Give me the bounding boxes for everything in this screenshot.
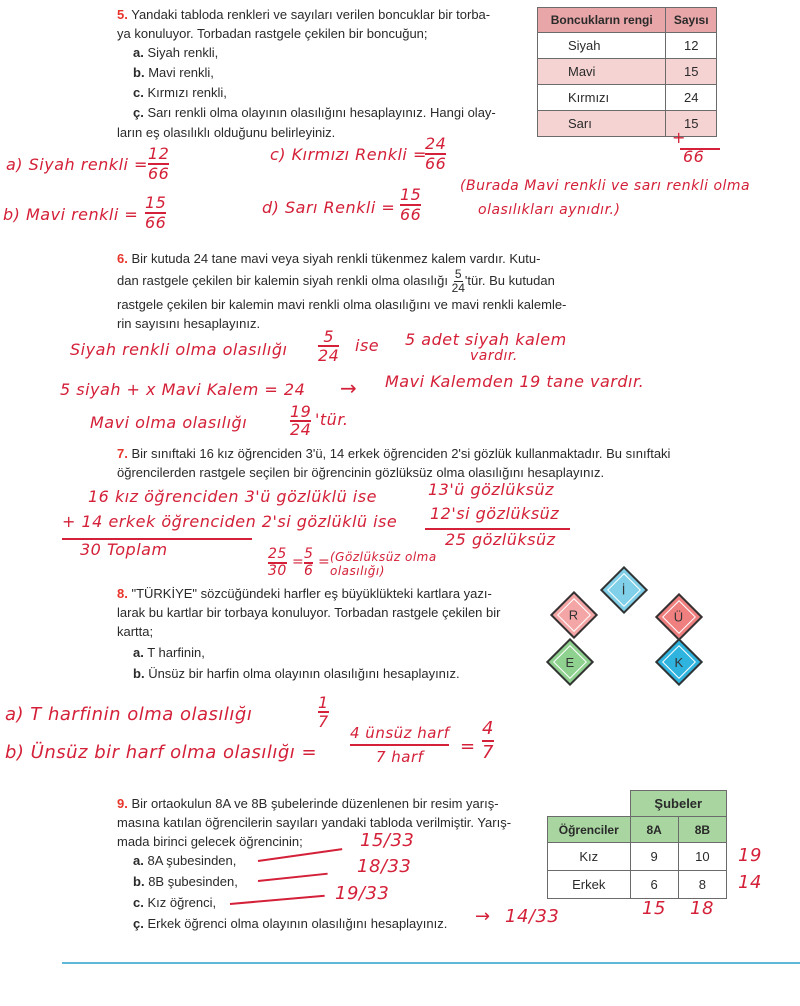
hw-q7-line1b: 13'ü gözlüksüz	[428, 480, 555, 499]
hw-q5-note: (Burada Mavi renkli ve sarı renkli olma	[460, 178, 751, 194]
hw-q5a: a) Siyah renkli =	[6, 155, 148, 174]
hw-q7-eq2: =	[318, 554, 331, 570]
table-cell: 15	[666, 59, 717, 85]
hw-q7-frac2: 5 6	[304, 546, 314, 579]
hw-q5c: c) Kırmızı Renkli =	[270, 145, 427, 164]
question-6	[117, 249, 597, 333]
question-text: mada birinci gelecek öğrencinin;	[117, 834, 303, 849]
q9-item-cc: ç. Erkek öğrenci olma olayının olasılığını hesaplayınız.	[133, 916, 448, 931]
q9-item-b: b. 8B şubesinden,	[133, 874, 238, 889]
hw-q5a-frac: 12 66	[148, 144, 170, 183]
hw-q6-var: vardır.	[470, 348, 518, 364]
hw-q7-eq: =	[292, 554, 305, 570]
q8-item-a: a. T harfinin,	[133, 645, 205, 660]
question-text: Bir kutuda 24 tane mavi veya siyah renkli tükenmez kalem vardır. Kutu-	[131, 251, 541, 266]
question-number: 6.	[117, 251, 128, 266]
hw-q9d-arrow: →	[475, 906, 491, 927]
table-cell: 9	[630, 843, 678, 871]
hw-q8b-eq: =	[460, 736, 476, 757]
hw-q5d-frac: 15 66	[400, 185, 422, 224]
table-header: Şubeler	[630, 791, 727, 817]
hw-q5-note: olasılıkları aynıdır.)	[478, 202, 621, 218]
question-number: 9.	[117, 796, 128, 811]
hw-q5d: d) Sarı Renkli =	[262, 198, 396, 217]
hw-col-total: 15	[642, 898, 666, 919]
bead-table	[537, 7, 717, 137]
hw-q5b: b) Mavi renkli =	[3, 205, 139, 224]
question-text: larak bu kartlar bir torbaya konuluyor. Torbadan rastgele çekilen bir	[117, 605, 501, 620]
hw-q5c-frac: 24 66	[425, 134, 447, 173]
table-header: Boncukların rengi	[538, 8, 666, 33]
hw-q6-result: Mavi Kalemden 19 tane vardır.	[385, 372, 645, 391]
class-table	[547, 790, 727, 899]
question-text: kartta;	[117, 624, 154, 639]
q5-item-cc: ç. Sarı renkli olma olayının olasılığını hesaplayınız. Hangi olay-	[133, 105, 496, 120]
question-number: 8.	[117, 586, 128, 601]
hw-q9c: 19/33	[335, 883, 390, 904]
question-text: Yandaki tabloda renkleri ve sayıları verilen boncuklar bir torba-	[131, 7, 491, 22]
letter-card-i: İ	[600, 566, 648, 614]
table-cell: 24	[666, 85, 717, 111]
hw-row-total: 14	[738, 872, 762, 893]
question-text: ya konuluyor. Torbadan rastgele çekilen bir boncuğun;	[117, 26, 428, 41]
hw-q7-line2: + 14 erkek öğrenciden 2'si gözlüklü ise	[62, 512, 398, 531]
table-cell: 10	[678, 843, 726, 871]
hw-q5b-frac: 15 66	[145, 193, 167, 232]
page-divider	[62, 962, 800, 964]
question-text: masına katılan öğrencilerin sayıları yandaki tabloda verilmiştir. Yarış-	[117, 815, 512, 830]
question-9	[117, 794, 547, 851]
letter-card-u: Ü	[655, 593, 703, 641]
hw-q6-line3: Mavi olma olasılığı	[90, 413, 248, 432]
letter-card-k: K	[655, 638, 703, 686]
question-8	[117, 584, 537, 641]
hw-col-total: 18	[690, 898, 714, 919]
hw-q6-line1: Siyah renkli olma olasılığı	[70, 340, 288, 359]
q9-item-c: c. Kız öğrenci,	[133, 895, 217, 910]
hw-q6-count: 5 adet siyah kalem	[405, 330, 567, 349]
hw-arrow-line	[258, 873, 328, 882]
q5-item-c: c. Kırmızı renkli,	[133, 85, 227, 100]
hw-q6-line2: 5 siyah + x Mavi Kalem = 24	[60, 380, 306, 399]
question-text: Bir sınıftaki 16 kız öğrenciden 3'ü, 14 erkek öğrenciden 2'si gözlük kullanmaktadır. Bu sınıftaki	[131, 446, 671, 461]
hw-q6-ise: ise	[355, 336, 380, 355]
hw-q9b: 18/33	[357, 856, 412, 877]
table-cell: Mavi	[538, 59, 666, 85]
hw-q8a-frac: 1 7	[318, 693, 329, 731]
hw-q7-note: (Gözlüksüz olma olasılığı)	[330, 550, 437, 578]
question-number: 5.	[117, 7, 128, 22]
q5-text-end: ların eş olasılıklı olduğunu belirleyiniz.	[117, 125, 336, 140]
question-5	[117, 5, 527, 43]
table-header: Öğrenciler	[548, 817, 631, 843]
question-text: öğrencilerden rastgele seçilen bir öğrencinin gözlüksüz olma olasılığını hesaplayınız.	[117, 465, 605, 480]
question-text: rin sayısını hesaplayınız.	[117, 316, 261, 331]
hw-q6-frac3: 19 24	[290, 402, 312, 439]
hw-plus: +	[672, 128, 686, 147]
hw-q6-tur: 'tür.	[315, 410, 349, 429]
hw-q7-total: 30 Toplam	[80, 540, 168, 559]
table-cell: 12	[666, 33, 717, 59]
table-cell: 8	[678, 871, 726, 899]
letter-card-e: E	[546, 638, 594, 686]
hw-q8b: b) Ünsüz bir harf olma olasılığı =	[5, 742, 318, 763]
table-cell: Sarı	[538, 111, 666, 137]
question-text: "TÜRKİYE" sözcüğündeki harfler eş büyüklükteki kartlara yazı-	[131, 586, 492, 601]
table-header: Sayısı	[666, 8, 717, 33]
question-text: 'tür. Bu kutudan	[464, 272, 555, 288]
hw-q8b-frac2: 4 7	[482, 718, 494, 763]
table-cell: Siyah	[538, 33, 666, 59]
hw-sum: 66	[683, 147, 705, 166]
hw-q6-arrow: →	[340, 376, 358, 400]
table-header: 8A	[630, 817, 678, 843]
table-header: 8B	[678, 817, 726, 843]
q5-item-a: a. Siyah renkli,	[133, 45, 219, 60]
hw-q7-line1: 16 kız öğrenciden 3'ü gözlüklü ise	[88, 487, 377, 506]
hw-q8a: a) T harfinin olma olasılığı	[5, 704, 253, 725]
letter-card-r: R	[550, 591, 598, 639]
question-text: dan rastgele çekilen bir kalemin siyah renkli olma olasılığı	[117, 272, 448, 288]
q9-item-a: a. 8A şubesinden,	[133, 853, 237, 868]
hw-q8b-frac: 4 ünsüz harf 7 harf	[350, 724, 450, 766]
hw-row-total: 19	[738, 845, 762, 866]
question-number: 7.	[117, 446, 128, 461]
hw-arrow-line	[230, 895, 325, 905]
q8-item-b: b. Ünsüz bir harfin olma olayının olasılığını hesaplayınız.	[133, 666, 460, 681]
table-cell: 15	[666, 111, 717, 137]
hw-q7-frac: 25 30	[268, 546, 287, 579]
fraction: $\frac{5}{24}$	[451, 267, 465, 295]
table-cell: Kız	[548, 843, 631, 871]
table-cell: Erkek	[548, 871, 631, 899]
table-cell: 6	[630, 871, 678, 899]
question-text: Bir ortaokulun 8A ve 8B şubelerinde düzenlenen bir resim yarış-	[131, 796, 499, 811]
hw-q7-total2: 25 gözlüksüz	[445, 530, 556, 549]
question-7	[117, 444, 777, 482]
hw-q7-line2b: 12'si gözlüksüz	[430, 504, 560, 523]
hw-q9a: 15/33	[360, 830, 415, 851]
hw-q9d: 14/33	[505, 906, 560, 927]
table-cell: Kırmızı	[538, 85, 666, 111]
question-text: rastgele çekilen bir kalemin mavi renkli olma olasılığını ve mavi renkli kalemle-	[117, 297, 567, 312]
q5-item-b: b. Mavi renkli,	[133, 65, 214, 80]
hw-q6-frac1: 5 24	[318, 327, 340, 365]
